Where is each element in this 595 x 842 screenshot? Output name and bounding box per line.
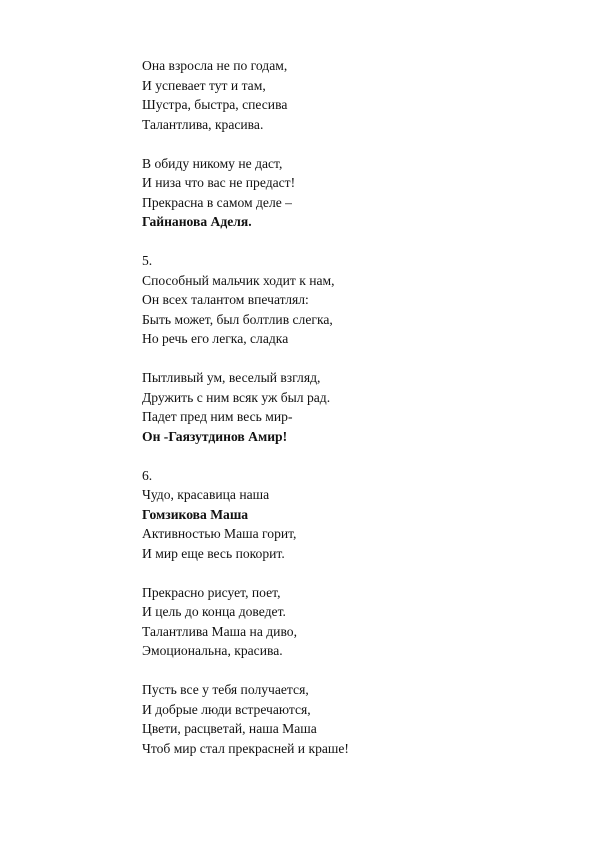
stanza-gap <box>142 232 349 252</box>
person-name: Гайнанова Аделя. <box>142 214 252 229</box>
poem-line: Прекрасна в самом деле – <box>142 194 292 210</box>
poem-line: И мир еще весь покорит. <box>142 545 285 561</box>
stanza-gap <box>142 134 349 154</box>
poem-line: Чтоб мир стал прекрасней и краше! <box>142 740 349 756</box>
poem-line: Но речь его легка, сладка <box>142 331 289 346</box>
stanza-gap <box>142 349 349 369</box>
poem-line: Талантлива Маша на диво, <box>142 623 297 639</box>
poem-line: Шустра, быстра, спесива <box>142 97 288 112</box>
poem-line: И добрые люди встречаются, <box>142 701 311 717</box>
poem-text <box>142 56 349 758</box>
section-number: 6. <box>142 467 153 483</box>
poem-line: Пусть все у тебя получается, <box>142 682 309 697</box>
poem-line: Талантлива, красива. <box>142 116 264 132</box>
person-name: Гомзикова Маша <box>142 506 249 522</box>
poem-line: Чудо, красавица наша <box>142 487 270 502</box>
poem-line: Падет пред ним весь мир- <box>142 409 293 424</box>
poem-line: Способный мальчик ходит к нам, <box>142 272 335 288</box>
person-name: Он -Гаязутдинов Амир! <box>142 428 288 444</box>
poem-line: Он всех талантом впечатлял: <box>142 292 309 307</box>
poem-line: В обиду никому не даст, <box>142 155 283 171</box>
poem-line: Эмоциональна, красива. <box>142 643 283 658</box>
poem-line: И низа что вас не предаст! <box>142 175 296 190</box>
section-number: 5. <box>142 253 153 268</box>
stanza-gap <box>142 661 349 681</box>
poem-line: Цвети, расцветай, наша Маша <box>142 721 317 736</box>
stanza-gap <box>142 563 349 583</box>
poem-line: И цель до конца доведет. <box>142 604 286 619</box>
poem-line: Прекрасно рисует, поет, <box>142 584 281 600</box>
poem-line: И успевает тут и там, <box>142 77 266 93</box>
poem-line: Быть может, был болтлив слегка, <box>142 311 333 327</box>
poem-line: Пытливый ум, веселый взгляд, <box>142 370 321 385</box>
poem-line: Активностью Маша горит, <box>142 526 297 541</box>
stanza-gap <box>142 446 349 466</box>
poem-line: Дружить с ним всяк уж был рад. <box>142 389 331 405</box>
poem-line: Она взросла не по годам, <box>142 58 288 73</box>
